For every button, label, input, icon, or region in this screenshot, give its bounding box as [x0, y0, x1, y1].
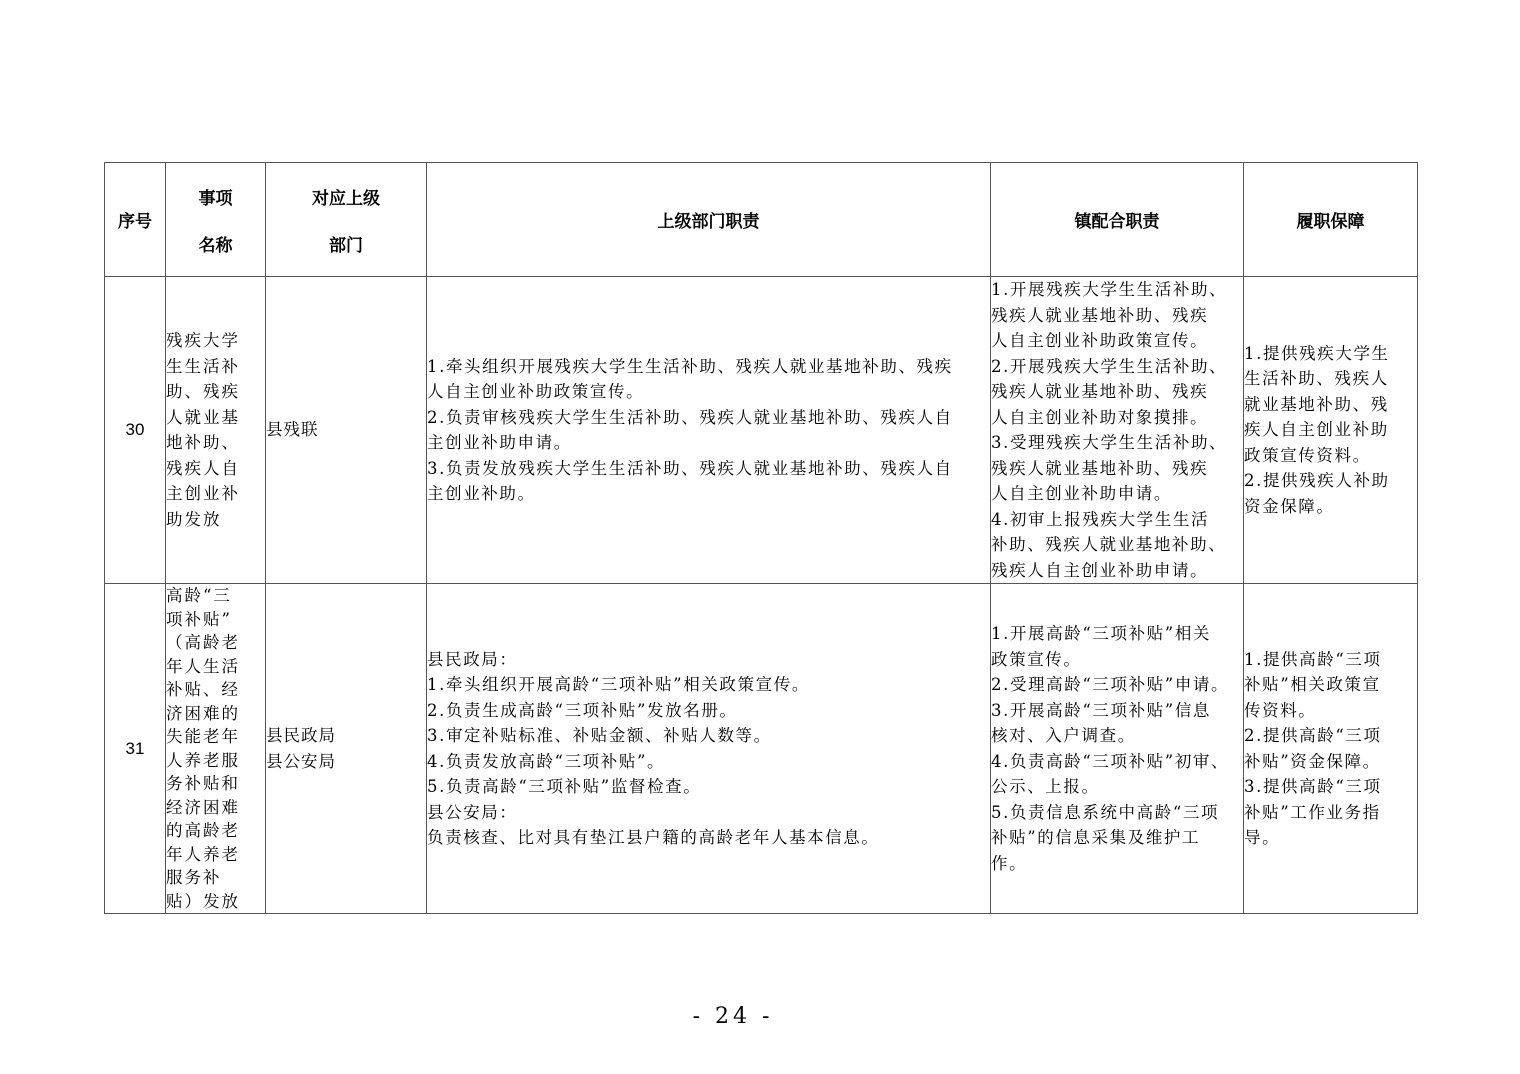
header-item-name: [166, 163, 266, 277]
row-superior-dept: 县残联: [266, 277, 427, 584]
header-item-line2: 名称: [198, 235, 233, 255]
responsibility-table: [104, 162, 1418, 914]
row-guarantee: 1.提供高龄“三项 补贴”相关政策宣 传资料。 2.提供高龄“三项 补贴”资金保障。 3.提供高龄“三项 补贴”工作业务指 导。: [1244, 584, 1418, 914]
header-guarantee: 履职保障: [1244, 163, 1418, 277]
table-row: [105, 584, 1418, 914]
page-number: - 24 -: [692, 1004, 774, 1029]
header-town-duties: 镇配合职责: [991, 163, 1244, 277]
table-row: [105, 277, 1418, 584]
row-item-name: 高龄“三 项补贴” （高龄老 年人生活 补贴、经 济困难的 失能老年 人养老服 务补贴和 经济困难 的高龄老 年人养老 服务补 贴）发放: [166, 584, 266, 914]
row-item-name: 残疾大学 生生活补 助、残疾 人就业基 地补助、 残疾人自 主创业补 助发放: [166, 277, 266, 584]
header-dept-line1: 对应上级: [312, 188, 380, 208]
row-upper-duties: 1.牵头组织开展残疾大学生生活补助、残疾人就业基地补助、残疾 人自主创业补助政策宣传。 2.负责审核残疾大学生生活补助、残疾人就业基地补助、残疾人自 主创业补助申请。 3.负责发放残疾大学生生活补助、残疾人就业基地补助、残疾人自 主创业补助。: [427, 277, 991, 584]
header-item-line1: 事项: [198, 188, 233, 208]
row-seq: 31: [105, 584, 166, 914]
header-upper-duties: 上级部门职责: [427, 163, 991, 277]
row-guarantee: 1.提供残疾大学生 生活补助、残疾人 就业基地补助、残 疾人自主创业补助 政策宣传资料。 2.提供残疾人补助 资金保障。: [1244, 277, 1418, 584]
header-superior-dept: [266, 163, 427, 277]
header-seq: 序号: [105, 163, 166, 277]
table-header-row: [105, 163, 1418, 277]
row-seq: 30: [105, 277, 166, 584]
header-dept-line2: 部门: [329, 235, 363, 255]
row-upper-duties: 县民政局： 1.牵头组织开展高龄“三项补贴”相关政策宣传。 2.负责生成高龄“三项补贴”发放名册。 3.审定补贴标准、补贴金额、补贴人数等。 4.负责发放高龄“三项补贴”。 5.负责高龄“三项补贴”监督检查。 县公安局： 负责核查、比对具有垫江县户籍的高龄老年人基本信息。: [427, 584, 991, 914]
row-town-duties: 1.开展残疾大学生生活补助、 残疾人就业基地补助、残疾 人自主创业补助政策宣传。 2.开展残疾大学生生活补助、 残疾人就业基地补助、残疾 人自主创业补助对象摸排。 3.受理残疾大学生生活补助、 残疾人就业基地补助、残疾 人自主创业补助申请。 4.初审上报残疾大学生生活 补助、残疾人就业基地补助、 残疾人自主创业补助申请。: [991, 277, 1244, 584]
row-town-duties: 1.开展高龄“三项补贴”相关 政策宣传。 2.受理高龄“三项补贴”申请。 3.开展高龄“三项补贴”信息 核对、入户调查。 4.负责高龄“三项补贴”初审、 公示、上报。 5.负责信息系统中高龄“三项 补贴”的信息采集及维护工 作。: [991, 584, 1244, 914]
row-superior-dept: 县民政局 县公安局: [266, 584, 427, 914]
